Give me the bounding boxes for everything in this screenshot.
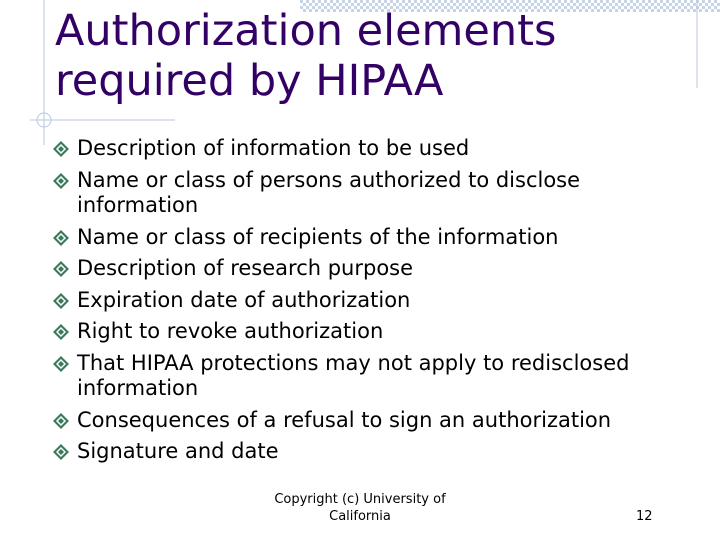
bullet-item — [52, 351, 692, 402]
bullet-text: Name or class of recipients of the information — [77, 224, 559, 249]
bullet-text: Description of information to be used — [77, 136, 470, 160]
bullet-item — [52, 136, 692, 162]
bullet-item — [52, 408, 692, 434]
diamond-bullet-icon — [53, 324, 69, 340]
copyright-footer: Copyright (c) University of California — [274, 492, 446, 524]
bullet-item — [52, 319, 692, 345]
slide-title: Authorization elements required by HIPAA — [55, 6, 557, 107]
diamond-bullet-icon — [53, 444, 69, 460]
diamond-bullet-icon — [53, 293, 69, 309]
diamond-bullet-icon — [53, 173, 69, 189]
bullet-item — [52, 168, 692, 219]
diamond-bullet-icon — [53, 230, 69, 246]
bullet-item — [52, 439, 692, 465]
bullet-text: Name or class of persons authorized to disclose information — [77, 167, 581, 217]
diamond-bullet-icon — [53, 261, 69, 277]
bullet-text: That HIPAA protections may not apply to redisclosed information — [77, 350, 630, 400]
bullet-text: Expiration date of authorization — [77, 287, 411, 312]
bullet-item — [52, 225, 692, 251]
bullet-item — [52, 256, 692, 282]
bullet-list — [52, 136, 692, 471]
slide-number: 12 — [636, 509, 653, 524]
bullet-text: Signature and date — [77, 439, 279, 463]
diamond-bullet-icon — [53, 413, 69, 429]
bullet-text: Right to revoke authorization — [77, 319, 384, 343]
bullet-text: Consequences of a refusal to sign an authorization — [77, 407, 612, 432]
bullet-text: Description of research purpose — [77, 256, 414, 280]
diamond-bullet-icon — [53, 141, 69, 157]
diamond-bullet-icon — [53, 356, 69, 372]
bullet-item — [52, 288, 692, 314]
